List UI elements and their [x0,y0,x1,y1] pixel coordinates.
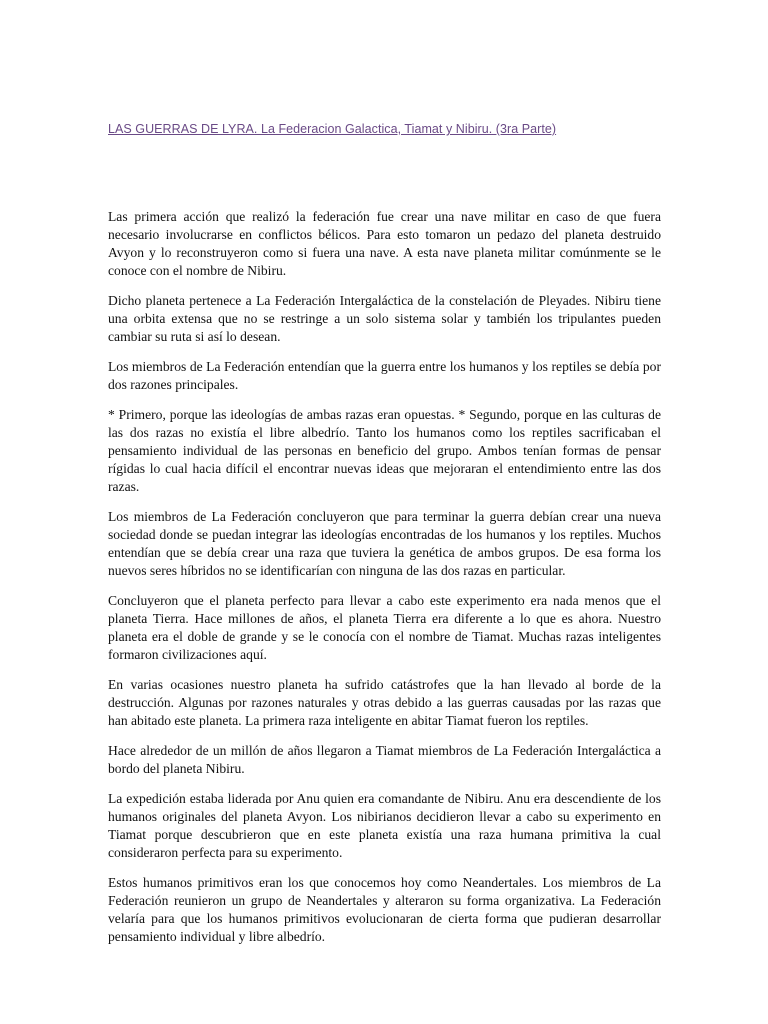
paragraph: Las primera acción que realizó la federación fue crear una nave militar en caso de que fuera necesario involucrarse en conflictos bélicos. Para esto tomaron un pedazo del planeta destruido Avyon y lo reconstruyeron como si fuera una nave. A esta nave planeta militar comúnmente se le conoce con el nombre de Nibiru. [108,209,661,278]
paragraph: La expedición estaba liderada por Anu quien era comandante de Nibiru. Anu era descendiente de los humanos originales del planeta Avyon. Los nibirianos decidieron llevar a cabo su experimento en Tiamat porque descubrieron que en este planeta existía una raza humana primitiva la cual consideraron perfecta para su experimento. [108,791,661,860]
paragraph: Los miembros de La Federación concluyeron que para terminar la guerra debían crear una nueva sociedad donde se puedan integrar las ideologías encontradas de los humanos y los reptiles. Muchos entendían que se debía crear una raza que tuviera la genética de ambos grupos. De esa forma los nuevos seres híbridos no se identificarían con ninguna de las dos razas en particular. [108,509,661,578]
paragraph: Dicho planeta pertenece a La Federación Intergaláctica de la constelación de Pleyades. Nibiru tiene una orbita extensa que no se restringe a un solo sistema solar y también los tripulantes pueden cambiar su ruta si así lo desean. [108,293,661,344]
paragraph: En varias ocasiones nuestro planeta ha sufrido catástrofes que la han llevado al borde de la destrucción. Algunas por razones naturales y otras debido a las guerras causadas por las razas que han abitado este planeta. La primera raza inteligente en abitar Tiamat fueron los reptiles. [108,677,661,728]
document-body [108,208,661,958]
paragraph: Los miembros de La Federación entendían que la guerra entre los humanos y los reptiles se debía por dos razones principales. [108,359,661,392]
paragraph: Hace alrededor de un millón de años llegaron a Tiamat miembros de La Federación Intergaláctica a bordo del planeta Nibiru. [108,743,661,776]
document-title-link[interactable]: LAS GUERRAS DE LYRA. La Federacion Galactica, Tiamat y Nibiru. (3ra Parte) [108,122,557,136]
paragraph: Estos humanos primitivos eran los que conocemos hoy como Neandertales. Los miembros de La Federación reunieron un grupo de Neandertales y alteraron su forma organizativa. La Federación velaría para que los humanos primitivos evolucionaran de cierta forma que pudieran desarrollar pensamiento individual y libre albedrío. [108,875,661,944]
paragraph: * Primero, porque las ideologías de ambas razas eran opuestas. * Segundo, porque en las culturas de las dos razas no existía el libre albedrío. Tanto los humanos como los reptiles sacrificaban el pensamiento individual de las personas en beneficio del grupo. Ambos tenían formas de pensar rígidas lo cual hacia difícil el encontrar nuevas ideas que mejoraran el entendimiento entre las dos razas. [108,407,661,494]
paragraph: Concluyeron que el planeta perfecto para llevar a cabo este experimento era nada menos que el planeta Tierra. Hace millones de años, el planeta Tierra era diferente a lo que es ahora. Nuestro planeta era el doble de grande y se le conocía con el nombre de Tiamat. Muchas razas inteligentes formaron civilizaciones aquí. [108,593,661,662]
